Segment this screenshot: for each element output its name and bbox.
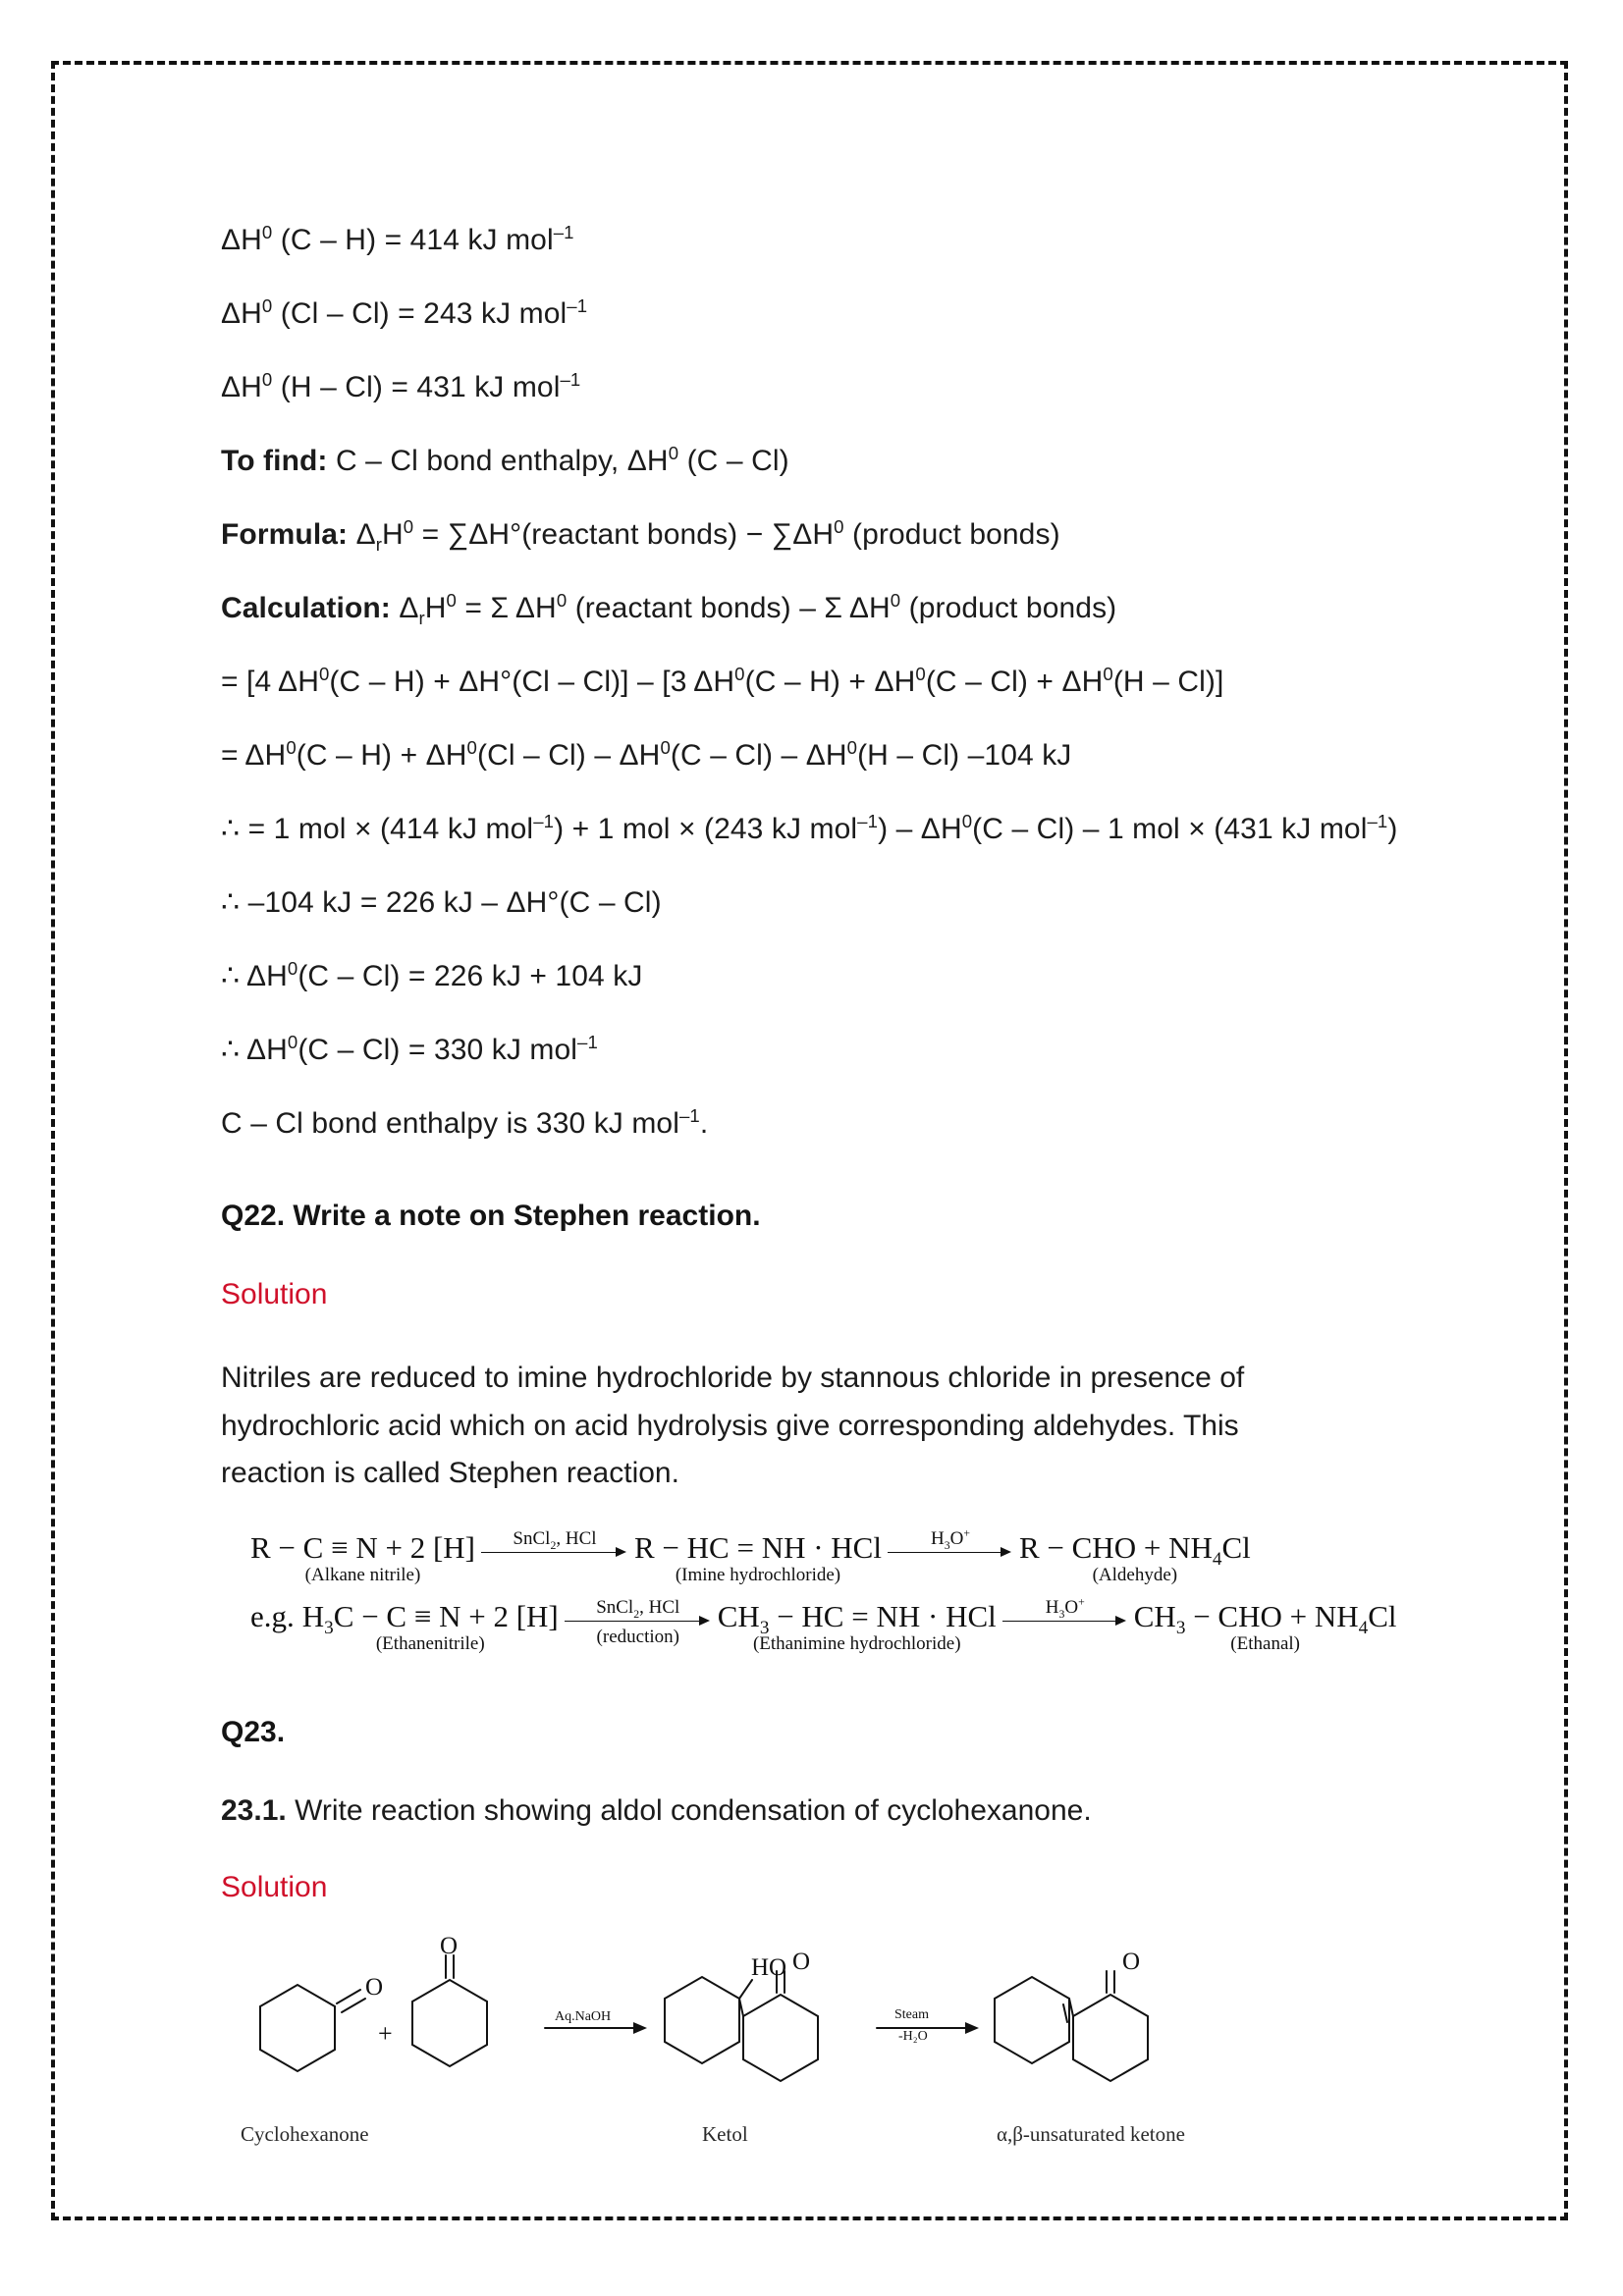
formula-label: Formula: <box>221 518 349 551</box>
calculation-step-5: ∴ $\Delta H^0(C - Cl) = 226$ kJ + 104 kJ <box>221 958 643 992</box>
q23-solution-label: Solution <box>221 1870 328 1903</box>
q23-sub-number: 23.1. <box>221 1793 287 1827</box>
calculation-label: Calculation: <box>221 592 391 624</box>
enone-ring-left <box>995 1977 1069 2063</box>
arrow-shaft-icon <box>565 1615 712 1628</box>
q22-heading: Q22. Write a note on Stephen reaction. <box>221 1200 761 1232</box>
calculation-conclusion: C – Cl bond enthalpy is 330 kJ mol$^{-1}$. <box>221 1105 709 1140</box>
cyclohexanone-ring-2 <box>412 1980 487 2066</box>
example-product <box>1134 1600 1397 1655</box>
calculation-step-3: ∴ = 1 mol × (414 kJ mol$^{-1}$) + 1 mol × (243 kJ $mol^{-1}) - \Delta H^0(C - Cl) - 1$ mol × (431 kJ mol$^{-1}$) <box>221 811 1398 845</box>
atom-labels <box>365 1933 1140 2048</box>
arrow-shaft-icon <box>888 1546 1013 1559</box>
oxygen-label-3: O <box>792 1948 811 1975</box>
general-intermediate-label: (Imine hydrochloride) <box>675 1565 841 1586</box>
calculation-step-2: = $\Delta H^0(C - H) + \Delta H^0(Cl - Cl) - \Delta H^0(C - Cl) - \Delta H^0(H - Cl)$ –104 kJ <box>221 737 1072 772</box>
carbonyl-bond-a <box>337 1990 360 2003</box>
reaction-arrow-2-head <box>965 2022 979 2034</box>
plus-sign-label: + <box>378 2018 393 2048</box>
oxygen-label-1: O <box>365 1973 384 2001</box>
caption-unsaturated-ketone: α,β-unsaturated ketone <box>997 2121 1185 2146</box>
example-product-formula: $CH_3$ − CHO + $NH_4Cl$ <box>1133 1598 1397 1638</box>
given-value-clcl: $\Delta H^0$ (Cl – Cl) = 243 kJ mol$^{-1}$ <box>221 295 588 330</box>
example-arrow-1-reagent: SnCl$_2$, HCl <box>596 1596 680 1621</box>
given-value-ch: $\Delta H^0$ (C – H) = 414 kJ mol$^{-1}$ <box>221 222 574 256</box>
calculation-line: Calculation: $\Delta_rH^0 = \Sigma$ $\Delta H^0$ (reactant bonds) – Σ $\Delta H^0$ (product bonds) <box>221 590 1117 628</box>
general-arrow-1 <box>481 1529 628 1559</box>
stephen-reaction-equations <box>221 1526 1517 1655</box>
stephen-example-equation <box>221 1595 1517 1655</box>
document-content <box>221 222 1517 2173</box>
aldol-condensation-scheme <box>241 1932 1222 2173</box>
ketol-hydroxyl-bond <box>739 1980 752 1999</box>
to-find-label: To find: <box>221 445 328 477</box>
general-product <box>1019 1531 1251 1586</box>
example-intermediate-label: (Ethanimine hydrochloride) <box>752 1633 961 1655</box>
example-intermediate <box>718 1600 997 1655</box>
aldol-scheme-svg <box>241 1932 1222 2144</box>
general-arrow-1-reagent: SnCl$_2$, HCl <box>513 1527 597 1552</box>
example-prefix: e.g. <box>250 1598 295 1633</box>
stephen-general-equation <box>221 1526 1517 1586</box>
reagent-minus-water: -H₂O <box>898 2028 928 2044</box>
general-reactant-label: (Alkane nitrile) <box>304 1565 421 1586</box>
caption-ketol: Ketol <box>702 2121 748 2146</box>
enone-double-bond-b <box>1063 2004 1067 2022</box>
general-reactant-formula: R − C ≡ N + 2 [H] <box>250 1529 475 1565</box>
cyclohexanone-ring-1 <box>260 1985 335 2071</box>
carbonyl-bond-b <box>342 1999 365 2012</box>
formula-line: Formula: $\Delta_rH^0$ = ∑ΔH°(reactant bonds) − $\sum\Delta H^0$ (product bonds) <box>221 516 1060 555</box>
hydroxyl-label: HO <box>751 1953 787 1981</box>
q23-subquestion <box>221 1794 1517 1828</box>
example-reactant <box>302 1600 559 1655</box>
given-value-hcl: $\Delta H^0$ (H – Cl) = 431 kJ mol$^{-1}$ <box>221 369 581 403</box>
oxygen-label-2: O <box>440 1932 459 1959</box>
q23-sub-text: Write reaction showing aldol condensation of cyclohexanone. <box>286 1793 1092 1827</box>
example-product-label: (Ethanal) <box>1230 1633 1300 1655</box>
to-find-line: To find: C – Cl bond enthalpy, $\Delta H^0$ (C – Cl) <box>221 443 789 477</box>
q23-heading: Q23. <box>221 1715 286 1748</box>
reaction-arrow-1-head <box>633 2022 647 2034</box>
general-product-label: (Aldehyde) <box>1092 1565 1178 1586</box>
ketol-ring-right <box>743 1995 818 2081</box>
enone-ring-right <box>1073 1995 1148 2081</box>
calculation-step-6: ∴ $\Delta H^0(C - Cl) = 330$ kJ mol$^{-1}$ <box>221 1032 598 1066</box>
general-intermediate-formula: R − HC = NH · HCl <box>633 1529 882 1565</box>
example-arrow-2-reagent: $H_3O^+$ <box>1045 1595 1085 1621</box>
q22-paragraph: Nitriles are reduced to imine hydrochloride by stannous chloride in presence of hydrochloric acid which on acid hydrolysis give corresponding aldehydes. This reaction is called Stephen reaction. <box>221 1362 1245 1490</box>
arrow-shaft-icon <box>1002 1615 1128 1628</box>
general-product-formula: R − CHO + $NH_4Cl$ <box>1018 1529 1251 1570</box>
example-reactant-formula: $H_3C - C \equiv N + 2$ [H] <box>301 1598 559 1638</box>
reagent-steam: Steam <box>894 2006 929 2022</box>
general-arrow-2-reagent: $H_3O^+$ <box>930 1526 970 1552</box>
caption-cyclohexanone: Cyclohexanone <box>241 2121 369 2146</box>
ketol-ring-left <box>665 1977 739 2063</box>
example-arrow-1 <box>565 1598 712 1646</box>
reagent-aq-naoh: Aq.NaOH <box>555 2008 612 2024</box>
example-arrow-1-condition: (reduction) <box>596 1626 679 1647</box>
example-reactant-label: (Ethanenitrile) <box>375 1633 485 1655</box>
oxygen-label-4: O <box>1122 1948 1141 1975</box>
general-intermediate <box>634 1531 882 1586</box>
calculation-step-1: = [4 $\Delta H^0(C - H) + \Delta H^\circ(Cl - Cl)] - [3$ $\Delta H^0(C - H) + \Delta H^0(C - Cl) + \Delta H^0(H - Cl)$] <box>221 664 1224 698</box>
arrow-shaft-icon <box>481 1546 628 1559</box>
general-arrow-2 <box>888 1526 1013 1559</box>
q22-solution-label: Solution <box>221 1278 328 1310</box>
example-arrow-2 <box>1002 1595 1128 1628</box>
calculation-step-4: ∴ –104 kJ = 226 kJ – ΔH°(C – Cl) <box>221 886 662 919</box>
example-intermediate-formula: $CH_3$ − HC = NH · HCl <box>717 1598 997 1638</box>
general-reactant <box>250 1531 475 1586</box>
